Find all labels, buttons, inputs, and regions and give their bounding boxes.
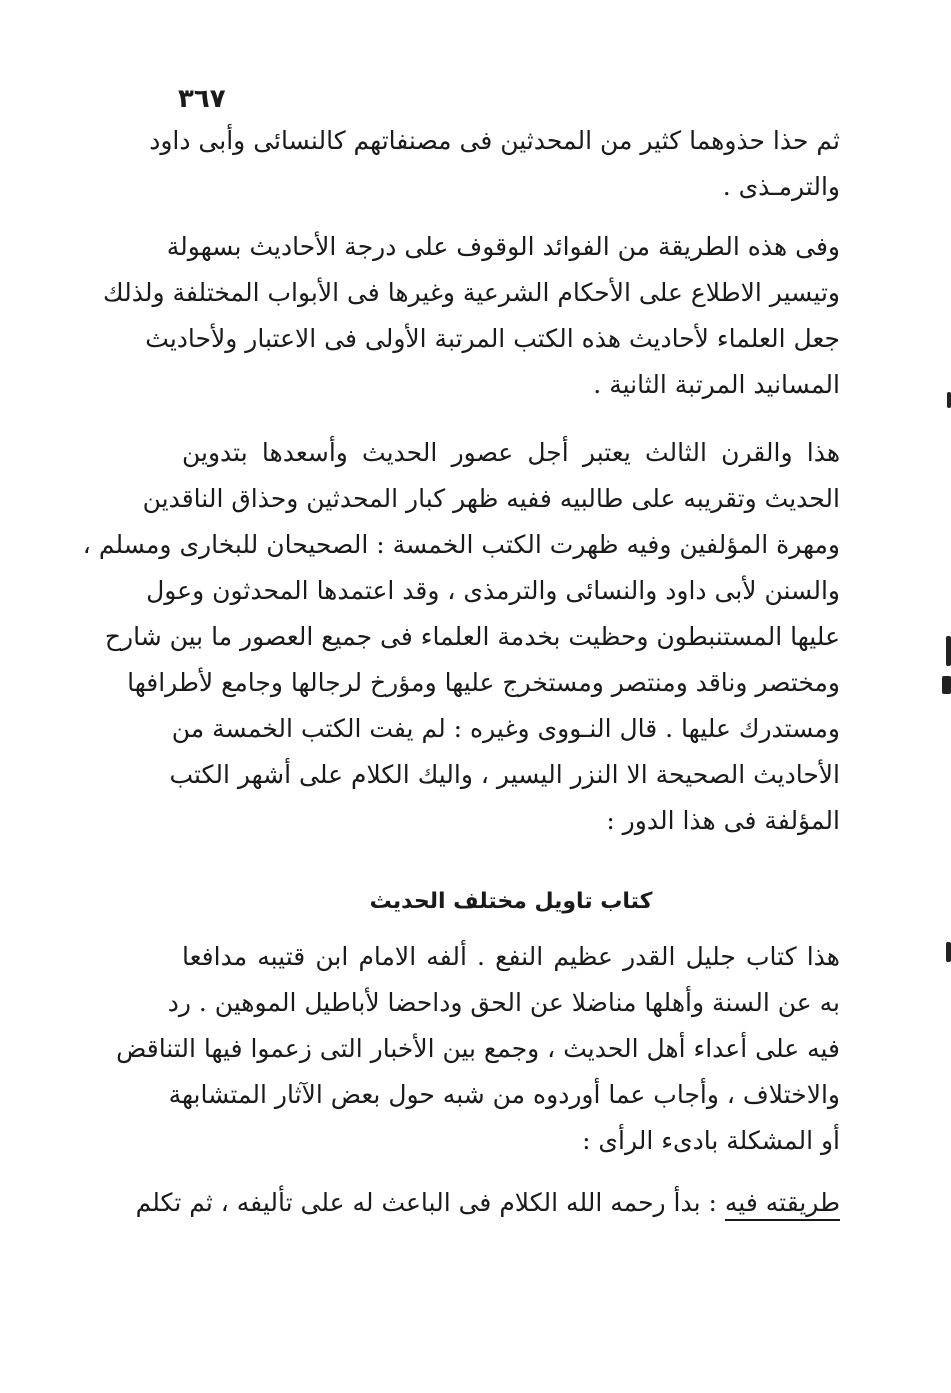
margin-mark — [946, 636, 951, 666]
line-rest: : بدأ رحمه الله الكلام فى الباعث له على تأليفه ، ثم تكلم — [135, 1188, 725, 1217]
text-line: المؤلفة فى هذا الدور : — [606, 806, 840, 835]
page-number: ٣٦٧ — [178, 84, 226, 114]
text-line: وتيسير الاطلاع على الأحكام الشرعية وغيرها فى الأبواب المختلفة ولذلك — [103, 278, 840, 307]
text-line: وفى هذه الطريقة من الفوائد الوقوف على درجة الأحاديث بسهولة — [166, 232, 840, 261]
paragraph-3 — [82, 430, 840, 844]
text-line: ومستدرك عليها . قال النـووى وغيره : لم يفت الكتب الخمسة من — [171, 714, 840, 743]
text-line: أو المشكلة بادىء الرأى : — [582, 1126, 840, 1155]
text-line: والسنن لأبى داود والنسائى والترمذى ، وقد اعتمدها المحدثون وعول — [146, 576, 840, 605]
text-line: ومهرة المؤلفين وفيه ظهرت الكتب الخمسة : الصحيحان للبخارى ومسلم ، — [82, 530, 840, 559]
paragraph-2 — [103, 224, 840, 408]
text-line: به عن السنة وأهلها مناضلا عن الحق وداحضا لأباطيل الموهين . رد — [167, 988, 840, 1017]
text-line — [135, 1180, 840, 1226]
text-line: هذا كتاب جليل القدر عظيم النفع . ألفه الامام ابن قتيبه مدافعا — [182, 942, 840, 971]
paragraph-6 — [135, 1180, 840, 1226]
margin-mark — [942, 676, 951, 694]
text-line: عليها المستنبطون وحظيت بخدمة العلماء فى جميع العصور ما بين شارح — [104, 622, 840, 651]
underlined-label: طريقته فيه — [724, 1188, 840, 1217]
text-line: ثم حذا حذوهما كثير من المحدثين فى مصنفاتهم كالنسائى وأبى داود — [149, 126, 840, 155]
text-line: والترمـذى . — [722, 172, 840, 201]
text-line: فيه على أعداء أهل الحديث ، وجمع بين الأخبار التى زعموا فيها التناقض — [116, 1034, 840, 1063]
text-line: جعل العلماء لأحاديث هذه الكتب المرتبة الأولى فى الاعتبار ولأحاديث — [145, 324, 840, 353]
text-line: الحديث وتقريبه على طالبيه ففيه ظهر كبار المحدثين وحذاق الناقدين — [142, 484, 840, 513]
text-line: ومختصر وناقد ومنتصر ومستخرج عليها ومؤرخ لرجالها وجامع لأطرافها — [127, 668, 840, 697]
text-line: والاختلاف ، وأجاب عما أوردوه من شبه حول بعض الآثار المتشابهة — [168, 1080, 840, 1109]
paragraph-1 — [149, 118, 840, 210]
text-line: الأحاديث الصحيحة الا النزر اليسير ، واليك الكلام على أشهر الكتب — [169, 760, 840, 789]
section-heading: كتاب تاويل مختلف الحديث — [369, 889, 653, 914]
paragraph-5 — [116, 934, 840, 1164]
text-line: المسانيد المرتبة الثانية . — [593, 370, 840, 399]
margin-mark — [946, 942, 951, 962]
margin-mark — [947, 392, 951, 408]
text-line: هذا والقرن الثالث يعتبر أجل عصور الحديث وأسعدها بتدوين — [182, 438, 840, 467]
